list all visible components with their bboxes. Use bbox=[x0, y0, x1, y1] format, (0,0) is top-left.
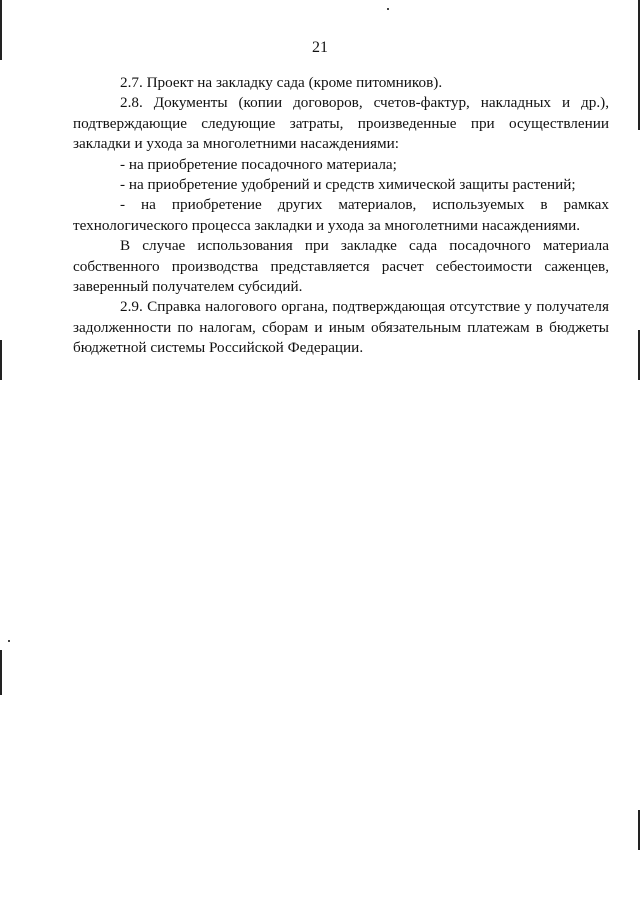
paragraph-2-7: 2.7. Проект на закладку сада (кроме питомников). bbox=[120, 74, 443, 91]
list-item: - на приобретение посадочного материала; bbox=[120, 155, 397, 173]
paragraph-own-material: В случае использования при закладке сада посадочного материала собственного производства представляется расчет себестоимости саженцев, заверенный получателем субсидий. bbox=[73, 237, 609, 296]
list-item: - на приобретение других материалов, используемых в рамках технологического процесса закладки и ухода за многолетними насаждениями. bbox=[73, 196, 609, 234]
paragraph-2-8: 2.8. Документы (копии договоров, счетов-фактур, накладных и др.), подтверждающие следующие затраты, произведенные при осуществлении закладки и ухода за многолетними насаждениями: bbox=[73, 94, 609, 153]
page-number: 21 bbox=[312, 39, 328, 56]
scan-edge-left-mid bbox=[0, 340, 2, 380]
scan-edge-left-low bbox=[0, 650, 2, 695]
list-item: - на приобретение удобрений и средств химической защиты растений; bbox=[120, 176, 576, 194]
paragraph-2-9: 2.9. Справка налогового органа, подтверждающая отсутствие у получателя задолженности по налогам, сборам и иным обязательным платежам в бюджеты бюджетной системы Российской Федерации. bbox=[73, 298, 609, 357]
scan-speck bbox=[8, 640, 10, 642]
document-body bbox=[73, 73, 609, 359]
scan-speck bbox=[387, 8, 389, 10]
